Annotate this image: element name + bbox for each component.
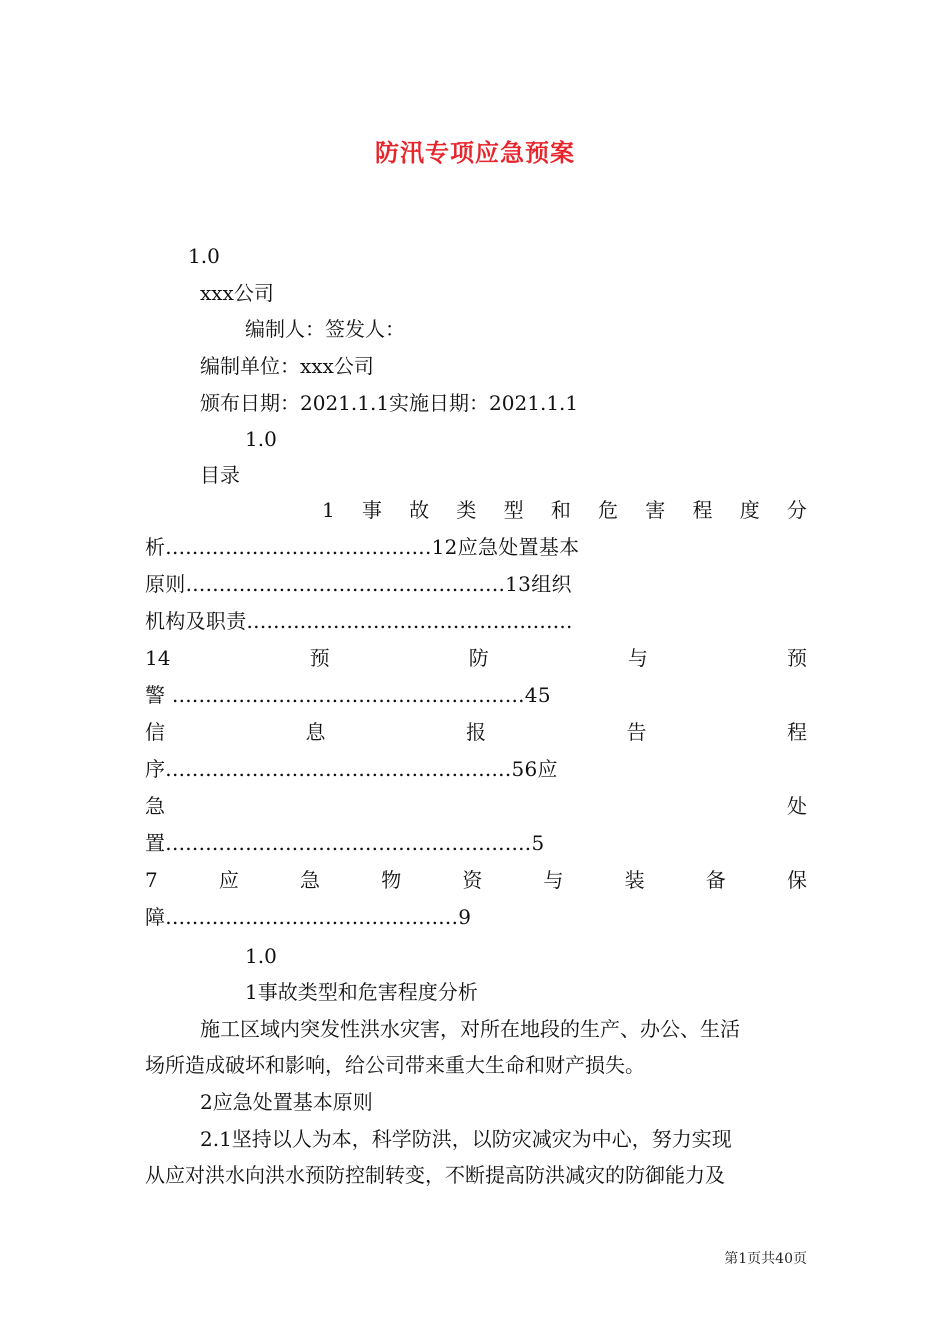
toc-char: 和 xyxy=(550,498,571,522)
toc-char: 保 xyxy=(786,868,807,892)
toc-row-4: 机构及职责................................................. xyxy=(145,609,573,633)
toc-char: 资 xyxy=(462,868,483,892)
section-2-paragraph-line-2: 从应对洪水向洪水预防控制转变，不断提高防洪减灾的防御能力及 xyxy=(145,1163,725,1187)
version-number-3: 1.0 xyxy=(245,944,277,968)
toc-row-1 xyxy=(322,496,807,524)
toc-char: 1 xyxy=(322,498,335,522)
section-1-heading: 1事故类型和危害程度分析 xyxy=(245,980,478,1004)
document-title: 防汛专项应急预案 xyxy=(375,138,575,167)
toc-char: 7 xyxy=(145,868,158,892)
version-number-2: 1.0 xyxy=(245,427,277,451)
toc-char: 危 xyxy=(598,498,619,522)
toc-char: 物 xyxy=(381,868,402,892)
toc-char: 程 xyxy=(692,498,713,522)
company-name: xxx公司 xyxy=(200,281,274,305)
toc-char: 害 xyxy=(645,498,666,522)
toc-char: 型 xyxy=(503,498,524,522)
toc-char: 急 xyxy=(300,868,321,892)
toc-char: 与 xyxy=(627,646,648,670)
toc-char: 事 xyxy=(361,498,382,522)
toc-row-3: 原则................................................13组织 xyxy=(145,572,572,596)
toc-heading: 目录 xyxy=(200,463,240,487)
toc-char: 息 xyxy=(305,720,326,744)
editor-signer-line: 编制人：签发人： xyxy=(245,317,405,341)
toc-char: 预 xyxy=(309,646,330,670)
toc-char: 备 xyxy=(705,868,726,892)
toc-row-6: 警 .....................................................45 xyxy=(145,683,551,707)
toc-char: 类 xyxy=(456,498,477,522)
toc-char: 应 xyxy=(218,868,239,892)
toc-row-9 xyxy=(145,792,807,820)
section-1-paragraph-line-1: 施工区域内突发性洪水灾害，对所在地段的生产、办公、生活 xyxy=(200,1017,740,1041)
compiling-unit-line: 编制单位：xxx公司 xyxy=(200,354,374,378)
toc-row-12: 障............................................9 xyxy=(145,905,472,929)
toc-row-11 xyxy=(145,866,807,894)
toc-char: 防 xyxy=(468,646,489,670)
toc-row-2: 析........................................12应急处置基本 xyxy=(145,535,580,559)
toc-char: 14 xyxy=(145,646,171,670)
toc-char: 分 xyxy=(786,498,807,522)
toc-row-8: 序....................................................56应 xyxy=(145,757,558,781)
toc-char: 急 xyxy=(145,794,165,818)
section-1-paragraph-line-2: 场所造成破坏和影响，给公司带来重大生命和财产损失。 xyxy=(145,1053,645,1077)
page-number-footer: 第1页共40页 xyxy=(724,1251,807,1267)
toc-row-10: 置.......................................................5 xyxy=(145,831,545,855)
toc-char: 告 xyxy=(626,720,647,744)
toc-char: 程 xyxy=(787,720,807,744)
toc-char: 度 xyxy=(739,498,760,522)
toc-char: 故 xyxy=(409,498,430,522)
section-2-heading: 2应急处置基本原则 xyxy=(200,1090,373,1114)
toc-char: 装 xyxy=(624,868,645,892)
toc-char: 预 xyxy=(786,646,807,670)
issue-date-line: 颁布日期：2021.1.1实施日期：2021.1.1 xyxy=(200,391,579,415)
toc-char: 报 xyxy=(466,720,486,744)
section-2-paragraph-line-1: 2.1坚持以人为本，科学防洪，以防灾减灾为中心，努力实现 xyxy=(200,1127,732,1151)
toc-char: 信 xyxy=(145,720,165,744)
toc-row-7 xyxy=(145,718,807,746)
toc-row-5 xyxy=(145,644,807,672)
toc-char: 与 xyxy=(543,868,564,892)
toc-char: 处 xyxy=(787,794,807,818)
version-number: 1.0 xyxy=(188,244,220,268)
